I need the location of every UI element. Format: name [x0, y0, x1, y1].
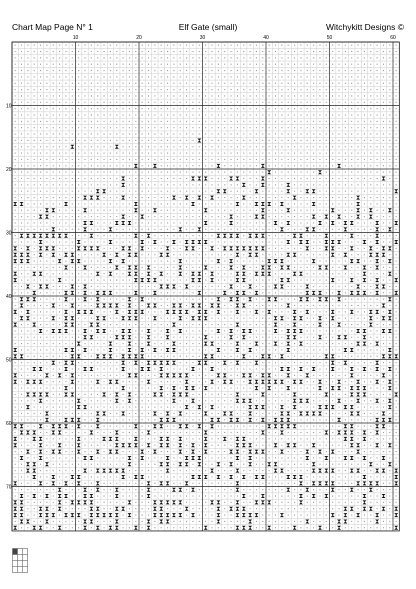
top-axis-label: 20: [136, 35, 142, 41]
left-axis-label: 60: [6, 420, 12, 427]
pattern-title: Elf Gate (small): [178, 22, 238, 32]
left-axis-label: 40: [6, 293, 12, 300]
top-axis-label: 40: [263, 35, 269, 41]
left-axis-label: 70: [6, 484, 12, 491]
left-axis-label: 10: [6, 103, 12, 110]
left-axis-label: 50: [6, 357, 12, 364]
left-axis-label: 30: [6, 230, 12, 237]
page-overview-grid-icon: [12, 548, 34, 578]
designer-credit: Witchykitt Designs ©: [325, 22, 404, 32]
top-axis-label: 30: [199, 35, 206, 41]
page-number-title: Chart Map Page N° 1: [12, 22, 93, 32]
top-axis-label: 10: [72, 35, 79, 41]
top-axis-label: 50: [326, 35, 333, 41]
top-axis-label: 60: [390, 35, 396, 41]
dot-symbol-layer: [15, 45, 397, 529]
left-axis-label: 20: [6, 166, 12, 173]
